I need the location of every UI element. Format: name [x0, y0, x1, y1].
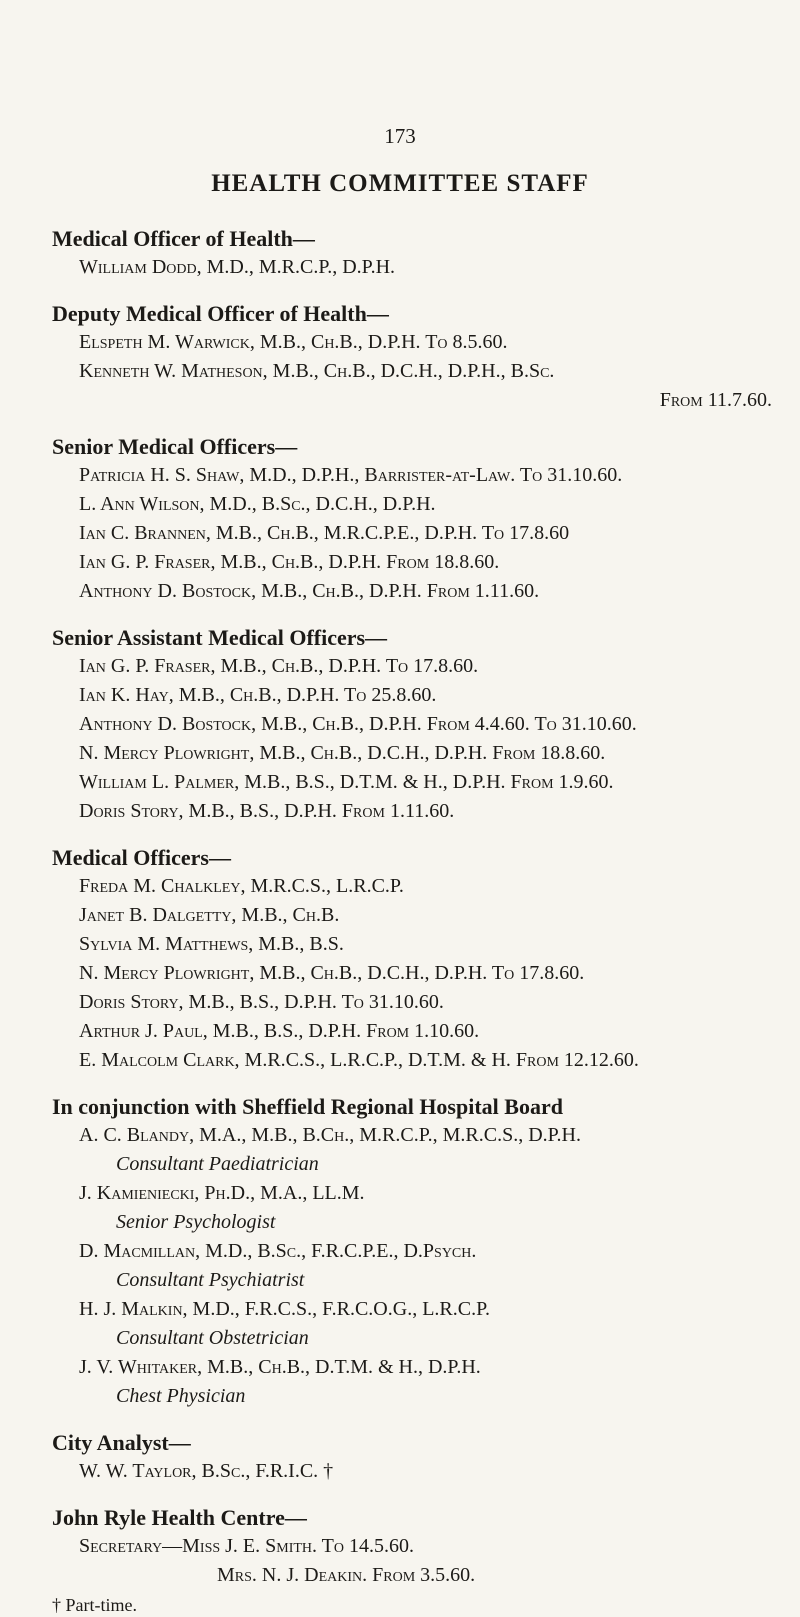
staff-entry: Janet B. Dalgetty, M.B., Ch.B. — [79, 904, 340, 926]
staff-entry: D. Macmillan, M.D., B.Sc., F.R.C.P.E., D.Psych. — [79, 1240, 477, 1262]
staff-section — [52, 843, 772, 1075]
staff-role: Consultant Psychiatrist — [116, 1269, 305, 1291]
staff-role: Consultant Obstetrician — [116, 1327, 309, 1349]
staff-entry: Doris Story, M.B., B.S., D.P.H. From 1.11.60. — [79, 800, 455, 822]
staff-section — [52, 432, 772, 606]
staff-entry: E. Malcolm Clark, M.R.C.S., L.R.C.P., D.T.M. & H. From 12.12.60. — [79, 1049, 639, 1071]
staff-entry: Ian K. Hay, M.B., Ch.B., D.P.H. To 25.8.60. — [79, 684, 437, 706]
staff-entry: Arthur J. Paul, M.B., B.S., D.P.H. From 1.10.60. — [79, 1020, 480, 1042]
staff-entry: Sylvia M. Matthews, M.B., B.S. — [79, 933, 344, 955]
staff-entry: Ian G. P. Fraser, M.B., Ch.B., D.P.H. From 18.8.60. — [79, 551, 500, 573]
staff-entry: A. C. Blandy, M.A., M.B., B.Ch., M.R.C.P., M.R.C.S., D.P.H. — [79, 1124, 582, 1146]
staff-entry: Ian C. Brannen, M.B., Ch.B., M.R.C.P.E., D.P.H. To 17.8.60 — [79, 522, 570, 544]
staff-entry: William Dodd, M.D., M.R.C.P., D.P.H. — [79, 256, 396, 278]
staff-entry: Ian G. P. Fraser, M.B., Ch.B., D.P.H. To 17.8.60. — [79, 655, 479, 677]
staff-section — [52, 623, 772, 826]
staff-entry: Doris Story, M.B., B.S., D.P.H. To 31.10.60. — [79, 991, 444, 1013]
staff-role: Chest Physician — [116, 1385, 246, 1407]
staff-entry: J. V. Whitaker, M.B., Ch.B., D.T.M. & H., D.P.H. — [79, 1356, 481, 1378]
section-heading: Medical Officer of Health— — [52, 226, 315, 251]
page-title: HEALTH COMMITTEE STAFF — [211, 170, 589, 197]
staff-section — [52, 1503, 772, 1590]
section-heading: John Ryle Health Centre— — [52, 1505, 307, 1530]
page-number: 173 — [384, 124, 416, 148]
staff-entry: N. Mercy Plowright, M.B., Ch.B., D.C.H., D.P.H. From 18.8.60. — [79, 742, 606, 764]
staff-role: Senior Psychologist — [116, 1211, 276, 1233]
staff-entry: L. Ann Wilson, M.D., B.Sc., D.C.H., D.P.H. — [79, 493, 436, 515]
staff-entry: J. Kamieniecki, Ph.D., M.A., LL.M. — [79, 1182, 365, 1204]
staff-entry: Kenneth W. Matheson, M.B., Ch.B., D.C.H., D.P.H., B.Sc. — [79, 360, 555, 382]
staff-section — [52, 1428, 772, 1486]
section-heading: Deputy Medical Officer of Health— — [52, 301, 389, 326]
section-heading: Senior Assistant Medical Officers— — [52, 625, 388, 650]
staff-entry: H. J. Malkin, M.D., F.R.C.S., F.R.C.O.G., L.R.C.P. — [79, 1298, 490, 1320]
staff-list — [52, 224, 772, 1617]
staff-entry: Secretary—Miss J. E. Smith. To 14.5.60. — [79, 1535, 414, 1557]
staff-entry: N. Mercy Plowright, M.B., Ch.B., D.C.H., D.P.H. To 17.8.60. — [79, 962, 585, 984]
staff-entry: From 11.7.60. — [659, 389, 772, 411]
staff-entry: Mrs. N. J. Deakin. From 3.5.60. — [217, 1564, 476, 1586]
staff-entry: Elspeth M. Warwick, M.B., Ch.B., D.P.H. To 8.5.60. — [79, 331, 508, 353]
staff-entry: Patricia H. S. Shaw, M.D., D.P.H., Barrister-at-Law. To 31.10.60. — [79, 464, 623, 486]
staff-section — [52, 299, 772, 415]
section-heading: City Analyst— — [52, 1430, 191, 1455]
staff-section — [52, 1092, 772, 1411]
staff-entry: Anthony D. Bostock, M.B., Ch.B., D.P.H. From 1.11.60. — [79, 580, 540, 602]
section-heading: Senior Medical Officers— — [52, 434, 298, 459]
staff-role: Consultant Paediatrician — [116, 1153, 319, 1175]
staff-entry: Anthony D. Bostock, M.B., Ch.B., D.P.H. From 4.4.60. To 31.10.60. — [79, 713, 637, 735]
footnote: † Part-time. — [52, 1595, 137, 1615]
section-heading: Medical Officers— — [52, 845, 231, 870]
staff-entry: William L. Palmer, M.B., B.S., D.T.M. & H., D.P.H. From 1.9.60. — [79, 771, 614, 793]
staff-section — [52, 224, 772, 282]
section-heading: In conjunction with Sheffield Regional Hospital Board — [52, 1094, 563, 1119]
staff-entry: Freda M. Chalkley, M.R.C.S., L.R.C.P. — [79, 875, 404, 897]
staff-entry: W. W. Taylor, B.Sc., F.R.I.C. † — [79, 1460, 334, 1482]
